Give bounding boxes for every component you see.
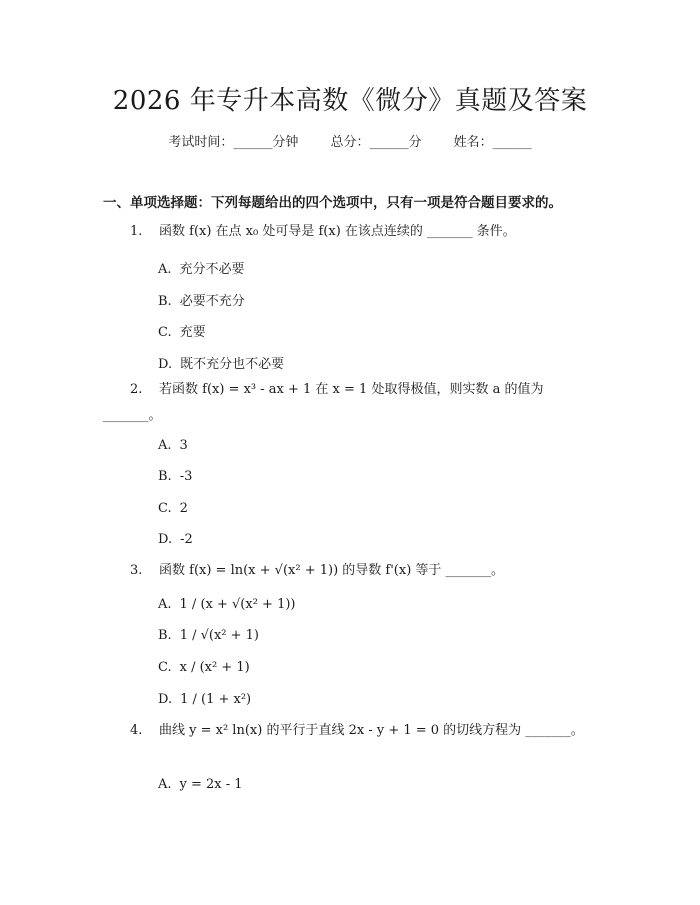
option-3d bbox=[158, 692, 251, 707]
option-letter: B. bbox=[158, 294, 172, 309]
option-2c bbox=[158, 501, 188, 516]
option-1a bbox=[158, 258, 245, 277]
option-4a bbox=[158, 777, 243, 792]
option-text: 充分不必要 bbox=[179, 262, 245, 277]
option-1c bbox=[158, 321, 206, 340]
option-letter: A. bbox=[158, 777, 172, 792]
option-letter: B. bbox=[158, 628, 172, 643]
option-letter: D. bbox=[158, 692, 173, 707]
option-3c bbox=[158, 660, 250, 675]
option-letter: C. bbox=[158, 501, 172, 516]
question-number: 4. bbox=[130, 723, 143, 738]
option-text: 充要 bbox=[179, 325, 206, 340]
question-number: 2. bbox=[130, 382, 143, 397]
section-heading: 一、单项选择题：下列每题给出的四个选项中，只有一项是符合题目要求的。 bbox=[103, 195, 562, 211]
option-text: y = 2x - 1 bbox=[179, 777, 243, 792]
question-3 bbox=[103, 558, 598, 584]
option-1b bbox=[158, 290, 245, 309]
option-text: 1 / (1 + x²) bbox=[180, 692, 252, 707]
option-2a bbox=[158, 438, 188, 453]
option-text: 2 bbox=[179, 501, 188, 516]
option-text: 1 / (x + √(x² + 1)) bbox=[179, 597, 296, 612]
option-letter: A. bbox=[158, 438, 172, 453]
option-letter: D. bbox=[158, 357, 173, 372]
question-text: 函数 f(x) = ln(x + √(x² + 1)) 的导数 f'(x) 等于 _______。 bbox=[159, 563, 505, 578]
option-text: -2 bbox=[180, 532, 193, 547]
option-letter: C. bbox=[158, 325, 172, 340]
option-1d bbox=[158, 353, 284, 372]
option-text: 既不充分也不必要 bbox=[180, 357, 285, 372]
question-number: 3. bbox=[130, 563, 143, 578]
question-1 bbox=[103, 219, 598, 245]
option-letter: B. bbox=[158, 469, 172, 484]
option-2d bbox=[158, 532, 193, 547]
question-number: 1. bbox=[130, 224, 143, 239]
option-text: -3 bbox=[179, 469, 193, 484]
option-letter: C. bbox=[158, 660, 172, 675]
option-text: x / (x² + 1) bbox=[179, 660, 250, 675]
student-name: 姓名：______ bbox=[453, 135, 532, 150]
option-letter: A. bbox=[158, 597, 172, 612]
question-text: 曲线 y = x² ln(x) 的平行于直线 2x - y + 1 = 0 的切线方程为 _______。 bbox=[159, 723, 584, 738]
question-text: 若函数 f(x) = x³ - ax + 1 在 x = 1 处取得极值，则实数 a 的值为 _______。 bbox=[103, 382, 544, 423]
option-text: 必要不充分 bbox=[179, 294, 245, 309]
option-letter: A. bbox=[158, 262, 172, 277]
exam-score: 总分：______分 bbox=[330, 135, 422, 150]
option-text: 3 bbox=[179, 438, 188, 453]
option-2b bbox=[158, 469, 192, 484]
option-text: 1 / √(x² + 1) bbox=[179, 628, 260, 643]
question-4 bbox=[103, 718, 598, 744]
exam-time: 考试时间：______分钟 bbox=[168, 135, 299, 150]
page-title: 2026 年专升本高数《微分》真题及答案 bbox=[112, 86, 588, 116]
option-3a bbox=[158, 597, 295, 612]
option-letter: D. bbox=[158, 532, 173, 547]
question-2 bbox=[103, 377, 598, 429]
option-3b bbox=[158, 628, 259, 643]
exam-meta bbox=[0, 131, 700, 150]
question-text: 函数 f(x) 在点 x₀ 处可导是 f(x) 在该点连续的 _______ 条件。 bbox=[159, 224, 516, 239]
